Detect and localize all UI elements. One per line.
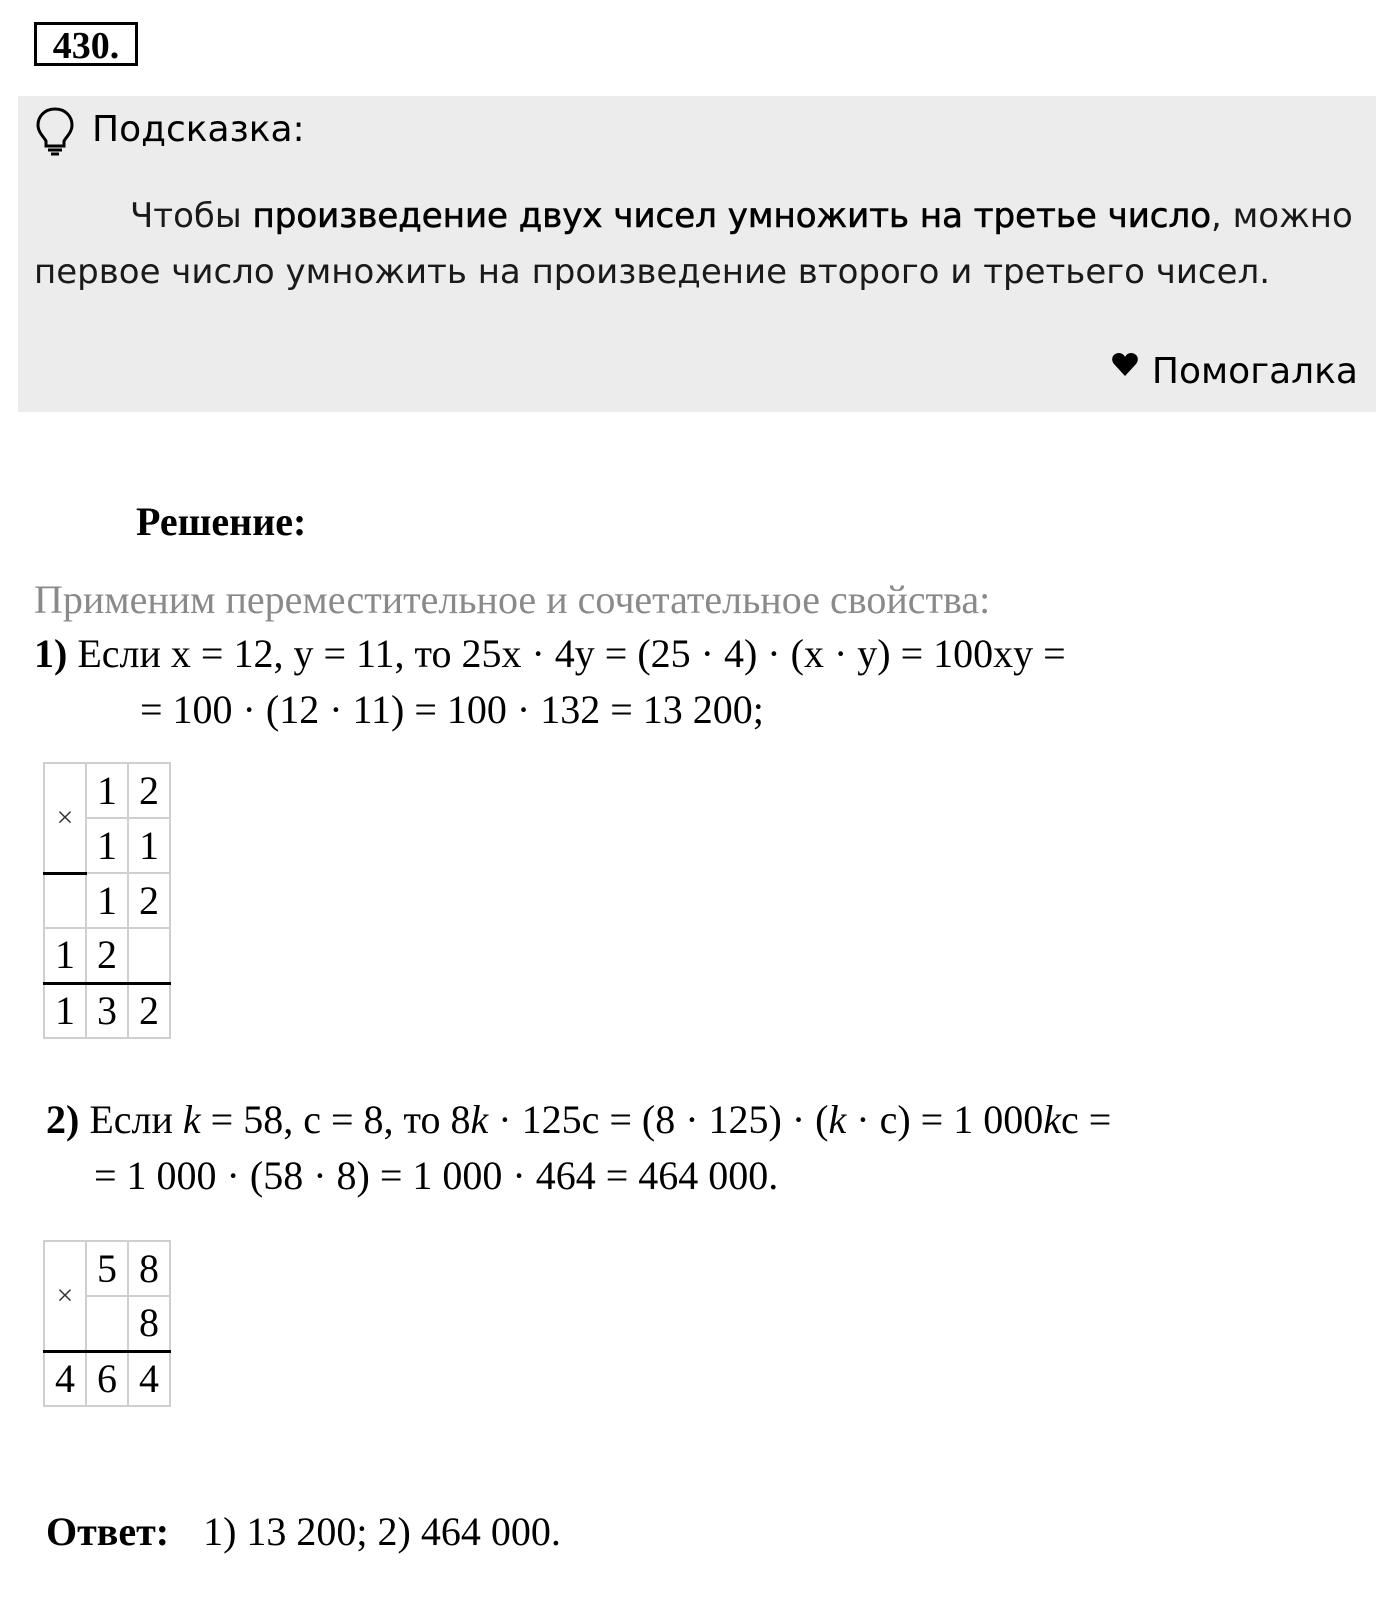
hint-text-end: , можно первое число умножить на произведение второго и третьего чисел. xyxy=(34,196,1353,292)
multiply-sign: × xyxy=(44,1241,86,1351)
hint-box xyxy=(18,96,1376,412)
multiplication-grid-2 xyxy=(43,1240,171,1407)
solution-title: Решение: xyxy=(136,499,307,544)
light-bulb-icon xyxy=(34,106,76,156)
grid-cell: 3 xyxy=(86,983,128,1038)
grid-cell: 2 xyxy=(128,763,170,818)
brand-label: Помогалка xyxy=(1151,351,1358,392)
grid-cell xyxy=(44,873,86,928)
grid-cell: 8 xyxy=(128,1241,170,1296)
multiplication-grid-1 xyxy=(43,762,171,1039)
grid-cell: 2 xyxy=(128,983,170,1038)
helper-brand xyxy=(1112,352,1358,392)
answer xyxy=(46,1510,561,1554)
part2-line2: = 1 000 · (58 · 8) = 1 000 · 464 = 464 000. xyxy=(94,1153,779,1198)
part1-line2: = 100 · (12 · 11) = 100 · 132 = 13 200; xyxy=(140,687,764,732)
grid-cell: 2 xyxy=(86,928,128,983)
heart-icon xyxy=(1112,353,1138,377)
grid-cell: 1 xyxy=(86,873,128,928)
part2-expression: Если k = 58, c = 8, то 8k · 125c = (8 · 125) · (k · c) = 1 000kc = xyxy=(89,1097,1112,1142)
part2-line1 xyxy=(46,1098,1111,1142)
grid-cell: 4 xyxy=(128,1351,170,1406)
multiply-sign: × xyxy=(44,763,86,873)
hint-text xyxy=(34,188,1354,300)
part1-label: 1) xyxy=(34,631,68,676)
grid-cell: 1 xyxy=(44,983,86,1038)
grid-cell: 2 xyxy=(128,873,170,928)
part1-line1 xyxy=(34,632,1066,676)
grid-cell: 1 xyxy=(128,818,170,873)
task-number: 430. xyxy=(34,22,138,66)
answer-label: Ответ: xyxy=(46,1509,170,1554)
grid-cell: 6 xyxy=(86,1351,128,1406)
hint-text-start: Чтобы xyxy=(130,196,253,236)
part1-expression: Если x = 12, y = 11, то 25x · 4y = (25 · 4) · (x · y) = 100xy = xyxy=(77,631,1066,676)
grid-cell: 1 xyxy=(86,818,128,873)
answer-text: 1) 13 200; 2) 464 000. xyxy=(203,1509,561,1554)
hint-title: Подсказка: xyxy=(92,109,305,150)
grid-cell xyxy=(86,1296,128,1351)
grid-cell: 8 xyxy=(128,1296,170,1351)
grid-cell: 4 xyxy=(44,1351,86,1406)
hint-text-bold: произведение двух чисел умножить на третье число xyxy=(252,196,1212,236)
part2-label: 2) xyxy=(46,1097,80,1142)
grid-cell: 1 xyxy=(86,763,128,818)
grid-cell xyxy=(128,928,170,983)
grid-cell: 1 xyxy=(44,928,86,983)
solution-intro: Применим переместительное и сочетательное свойства: xyxy=(34,577,991,622)
grid-cell: 5 xyxy=(86,1241,128,1296)
